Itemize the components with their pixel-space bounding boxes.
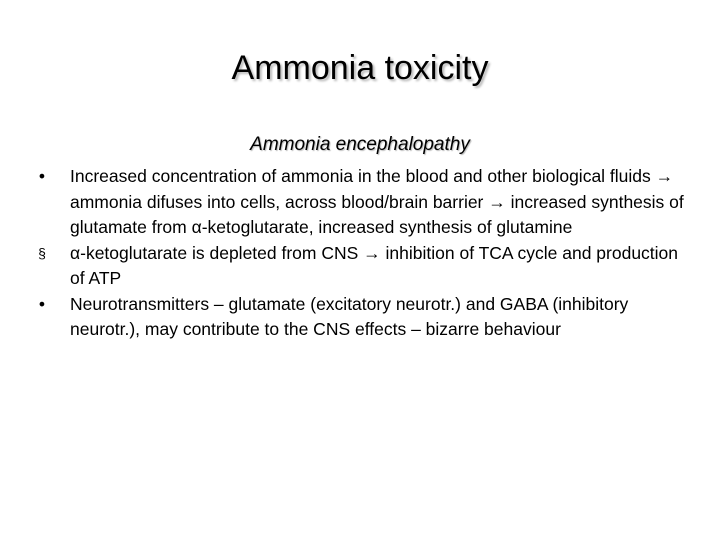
bullet-text: Increased concentration of ammonia in the blood and other biological fluids → ammonia difuses into cells, across blood/brain barrier → increased synthesis of glutamate from α-ketoglutarate, increased synthesis of glutamine (70, 166, 684, 237)
bullet-marker-icon: • (38, 166, 46, 186)
bullet-marker-icon: • (38, 293, 46, 314)
bullet-text: α-ketoglutarate is depleted from CNS → inhibition of TCA cycle and production of ATP (70, 242, 679, 288)
bullet-text: Neurotransmitters – glutamate (excitatory neurotr.) and GABA (inhibitory neurotr.), may contribute to the CNS effects – bizarre behaviour (70, 293, 629, 339)
bullet-item (30, 292, 690, 343)
bullet-item (30, 241, 690, 292)
slide-title: Ammonia toxicity (231, 49, 489, 87)
slide-subtitle: Ammonia encephalopathy (250, 134, 470, 155)
bullet-item (30, 164, 690, 241)
section-marker-icon: § (38, 244, 46, 261)
bullet-list (30, 164, 690, 343)
